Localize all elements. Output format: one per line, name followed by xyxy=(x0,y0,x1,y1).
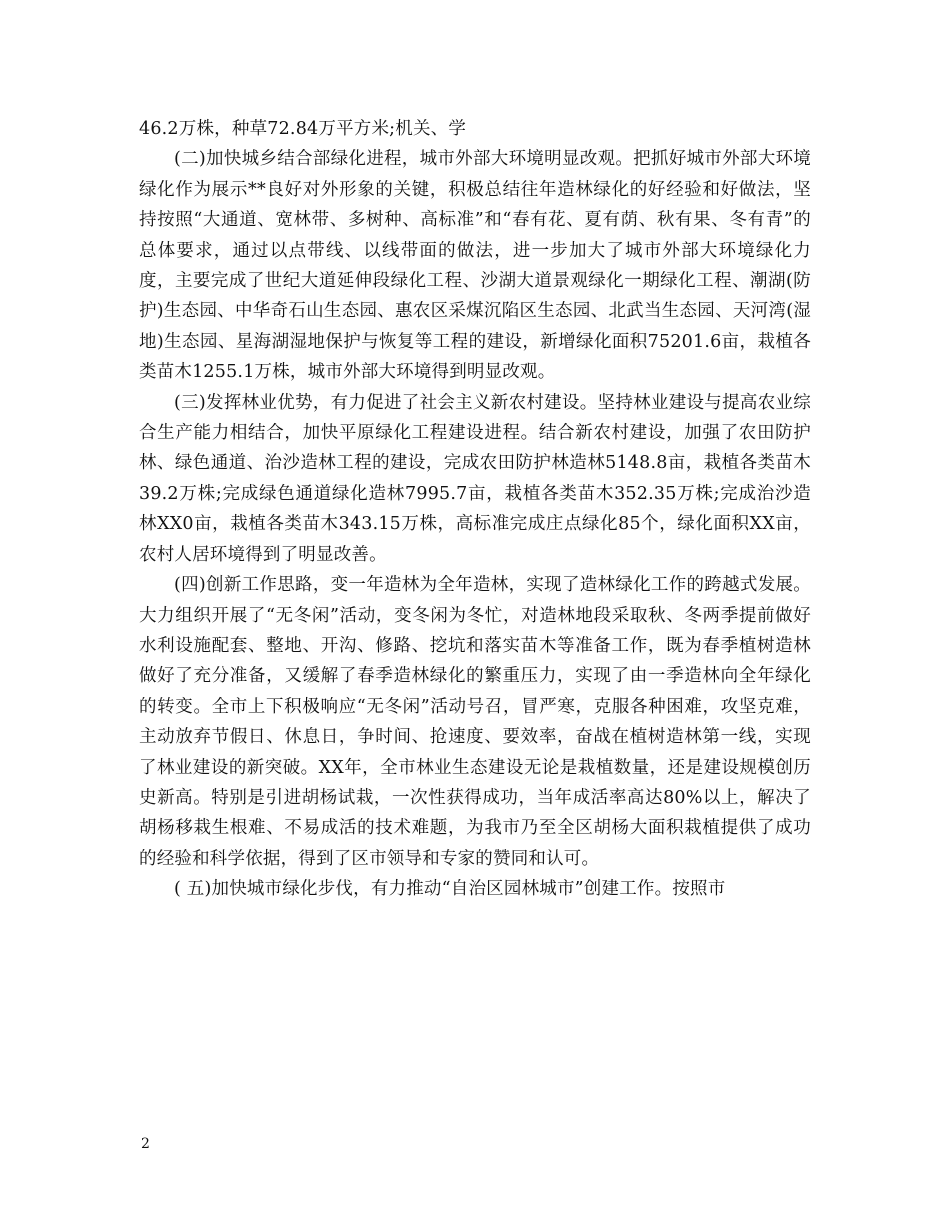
paragraph-section-3: (三)发挥林业优势，有力促进了社会主义新农村建设。坚持林业建设与提高农业综合生产能力相结合，加快平原绿化工程建设进程。结合新农村建设，加强了农田防护林、绿色通道、治沙造林工程的建设，完成农田防护林造林5148.8亩，栽植各类苗木39.2万株;完成绿色通道绿化造林7995.7亩，栽植各类苗木352.35万株;完成治沙造林XX0亩，栽植各类苗木343.15万株，高标准完成庄点绿化85个，绿化面积XX亩，农村人居环境得到了明显改善。 xyxy=(139,392,811,565)
paragraph-section-5: ( 五)加快城市绿化步伐，有力推动“自治区园林城市”创建工作。按照市 xyxy=(174,879,726,900)
paragraph-continuation: 46.2万株，种草72.84万平方米;机关、学 xyxy=(139,119,467,139)
paragraph-section-2: (二)加快城乡结合部绿化进程，城市外部大环境明显改观。把抓好城市外部大环境绿化作为展示**良好对外形象的关键，积极总结往年造林绿化的好经验和好做法，坚持按照“大通道、宽林带、多树种、高标准”和“春有花、夏有荫、秋有果、冬有青”的总体要求，通过以点带线、以线带面的做法，进一步加大了城市外部大环境绿化力度，主要完成了世纪大道延伸段绿化工程、沙湖大道景观绿化一期绿化工程、潮湖(防护)生态园、中华奇石山生态园、惠农区采煤沉陷区生态园、北武当生态园、天河湾(湿地)生态园、星海湖湿地保护与恢复等工程的建设，新增绿化面积75201.6亩，栽植各类苗木1255.1万株，城市外部大环境得到明显改观。 xyxy=(139,149,811,383)
page-number: 2 xyxy=(141,1136,150,1152)
document-body xyxy=(139,114,811,905)
paragraph-section-4: (四)创新工作思路，变一年造林为全年造林，实现了造林绿化工作的跨越式发展。大力组织开展了“无冬闲”活动，变冬闲为冬忙，对造林地段采取秋、冬两季提前做好水利设施配套、整地、开沟、修路、挖坑和落实苗木等准备工作，既为春季植树造林做好了充分准备，又缓解了春季造林绿化的繁重压力，实现了由一季造林向全年绿化的转变。全市上下积极响应“无冬闲”活动号召，冒严寒，克服各种困难，攻坚克难，主动放弃节假日、休息日，争时间、抢速度、要效率，奋战在植树造林第一线，实现了林业建设的新突破。XX年，全市林业生态建设无论是栽植数量，还是建设规模创历史新高。特别是引进胡杨试栽，一次性获得成功，当年成活率高达80%以上，解决了胡杨移栽生根难、不易成活的技术难题，为我市乃至全区胡杨大面积栽植提供了成功的经验和科学依据，得到了区市领导和专家的赞同和认可。 xyxy=(139,575,811,869)
